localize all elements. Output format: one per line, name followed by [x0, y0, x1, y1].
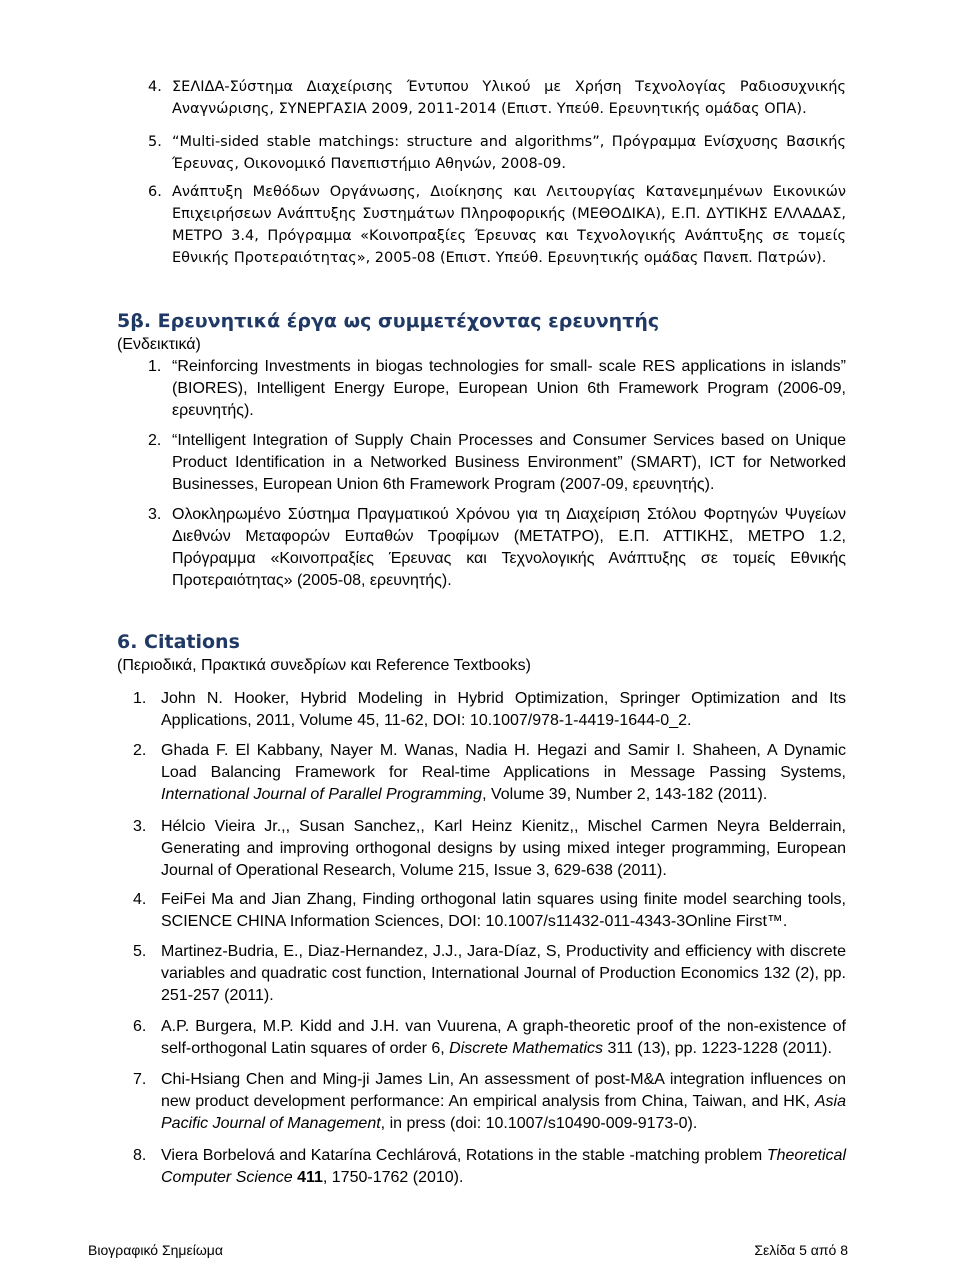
citation-text-before: Ghada F. El Kabbany, Nayer M. Wanas, Nadia H. Hegazi and Samir I. Shaheen, A Dynamic Load Balancing Framework for Real-time Applications in Message Passing Systems, [161, 742, 846, 781]
citation-number: 6. [133, 1018, 147, 1035]
citation-text-after: 311 (13), pp. 1223-1228 (2011). [603, 1040, 832, 1057]
citation-journal: Theoretical Computer Science [161, 1147, 846, 1186]
citation-item-3 [133, 816, 846, 882]
participant-item-2 [148, 430, 846, 496]
footer-document-title: Βιογραφικό Σημείωμα [88, 1242, 223, 1258]
citation-item-4 [133, 889, 846, 933]
citation-item-7 [133, 1069, 846, 1135]
participant-item-1 [148, 356, 846, 422]
item-text: ΣΕΛΙΔΑ-Σύστημα Διαχείρισης Έντυπου Υλικού με Χρήση Τεχνολογίας Ραδιοσυχνικής Αναγνώρισης, ΣΥΝΕΡΓΑΣΙΑ 2009, 2011-2014 (Επιστ. Υπεύθ. Ερευνητικής ομάδας ΟΠΑ). [172, 79, 846, 117]
section-6-title: 6. Citations [117, 631, 240, 653]
section-6-subtitle: (Περιοδικά, Πρακτικά συνεδρίων και Reference Textbooks) [117, 657, 531, 674]
citation-number: 8. [133, 1147, 147, 1164]
item-number: 5. [148, 134, 162, 150]
citation-number: 1. [133, 690, 147, 707]
citation-text: Martinez-Budria, E., Diaz-Hernandez, J.J., Jara-Díaz, S, Productivity and efficiency with discrete variables and quadratic cost function, International Journal of Production Economics 132 (2), pp. 251-257 (2011). [161, 943, 846, 1004]
citation-item-2 [133, 740, 846, 806]
project-item-4 [148, 76, 846, 120]
citation-text-before: Chi-Hsiang Chen and Ming-ji James Lin, An assessment of post-M&A integration influences on new product development performance: An empirical analysis from China, Taiwan, and HK, [161, 1071, 846, 1110]
citation-number: 3. [133, 818, 147, 835]
project-item-6 [148, 181, 846, 269]
citation-item-6 [133, 1016, 846, 1060]
citation-journal: Discrete Mathematics [449, 1040, 603, 1057]
citation-item-5 [133, 941, 846, 1007]
citation-text: FeiFei Ma and Jian Zhang, Finding orthogonal latin squares using finite model searching tools, SCIENCE CHINA Information Sciences, DOI: 10.1007/s11432-011-4343-3Online First™. [161, 891, 846, 930]
section-5b-subtitle: (Ενδεικτικά) [117, 336, 201, 353]
citation-number: 7. [133, 1071, 147, 1088]
section-5b-title: 5β. Ερευνητικά έργα ως συμμετέχοντας ερευνητής [117, 310, 660, 332]
item-number: 6. [148, 184, 162, 200]
citation-text-before: A.P. Burgera, M.P. Kidd and J.H. van Vuurena, A graph-theoretic proof of the non-existence of self-orthogonal Latin squares of order 6, [161, 1018, 846, 1057]
citation-item-8 [133, 1145, 846, 1189]
citation-number: 4. [133, 891, 147, 908]
item-number: 3. [148, 506, 162, 523]
citation-text-before: Viera Borbelová and Katarína Cechlárová, Rotations in the stable -matching problem [161, 1147, 767, 1164]
footer-page-number: Σελίδα 5 από 8 [754, 1242, 848, 1258]
item-number: 1. [148, 358, 162, 375]
citation-text-after: , in press (doi: 10.1007/s10490-009-9173-0). [380, 1115, 698, 1132]
citation-volume: 411 [297, 1169, 323, 1186]
item-number: 2. [148, 432, 162, 449]
citation-number: 2. [133, 742, 147, 759]
participant-item-3 [148, 504, 846, 592]
item-text: “Multi-sided stable matchings: structure and algorithms”, Πρόγραμμα Ενίσχυσης Βασικής Έρευνας, Οικονομικό Πανεπιστήμιο Αθηνών, 2008-09. [172, 134, 846, 172]
item-number: 4. [148, 79, 162, 95]
item-text: “Reinforcing Investments in biogas technologies for small- scale RES applications in islands” (BIORES), Intelligent Energy Europe, European Union 6th Framework Program (2006-09, ερευνητής). [172, 358, 846, 419]
citation-text-after: , Volume 39, Number 2, 143-182 (2011). [482, 786, 768, 803]
citation-text-after: , 1750-1762 (2010). [322, 1169, 464, 1186]
item-text: “Intelligent Integration of Supply Chain Processes and Consumer Services based on Unique Product Identification in a Networked Business Environment” (SMART), ICT for Networked Businesses, European Union 6th Framework Program (2007-09, ερευνητής). [172, 432, 846, 493]
citation-journal: Asia Pacific Journal of Management [161, 1093, 846, 1132]
item-text: Ολοκληρωμένο Σύστημα Πραγματικού Χρόνου για τη Διαχείριση Στόλου Φορτηγών Ψυγείων Διεθνών Μεταφορών Ευπαθών Τροφίμων (ΜΕΤΑΤΡΟ), Ε.Π. ΑΤΤΙΚΗΣ, ΜΕΤΡΟ 1.2, Πρόγραμμα «Κοινοπραξίες Έρευνας και Τεχνολογικής Ανάπτυξης σε τομείς Εθνικής Προτεραιότητας» (2005-08, ερευνητής). [172, 506, 846, 589]
citation-text: John N. Hooker, Hybrid Modeling in Hybrid Optimization, Springer Optimization and Its Applications, 2011, Volume 45, 11-62, DOI: 10.1007/978-1-4419-1644-0_2. [161, 690, 846, 729]
citation-item-1 [133, 688, 846, 732]
item-text: Ανάπτυξη Μεθόδων Οργάνωσης, Διοίκησης και Λειτουργίας Κατανεμημένων Εικονικών Επιχειρήσεων Ανάπτυξης Συστημάτων Πληροφορικής (ΜΕΘΟΔΙΚΑ), Ε.Π. ΔΥΤΙΚΗΣ ΕΛΛΑΔΑΣ, ΜΕΤΡΟ 3.4, Πρόγραμμα «Κοινοπραξίες Έρευνας και Τεχνολογικής Ανάπτυξης σε τομείς Εθνικής Προτεραιότητας», 2005-08 (Επιστ. Υπεύθ. Ερευνητικής ομάδας Πανεπ. Πατρών). [172, 184, 846, 266]
project-item-5 [148, 131, 846, 175]
citation-number: 5. [133, 943, 147, 960]
citation-text: Hélcio Vieira Jr.,, Susan Sanchez,, Karl Heinz Kienitz,, Mischel Carmen Neyra Belderrain, Generating and improving orthogonal designs by using mixed integer programming, European Journal of Operational Research, Volume 215, Issue 3, 629-638 (2011). [161, 818, 846, 879]
citation-journal: International Journal of Parallel Programming [161, 786, 483, 803]
